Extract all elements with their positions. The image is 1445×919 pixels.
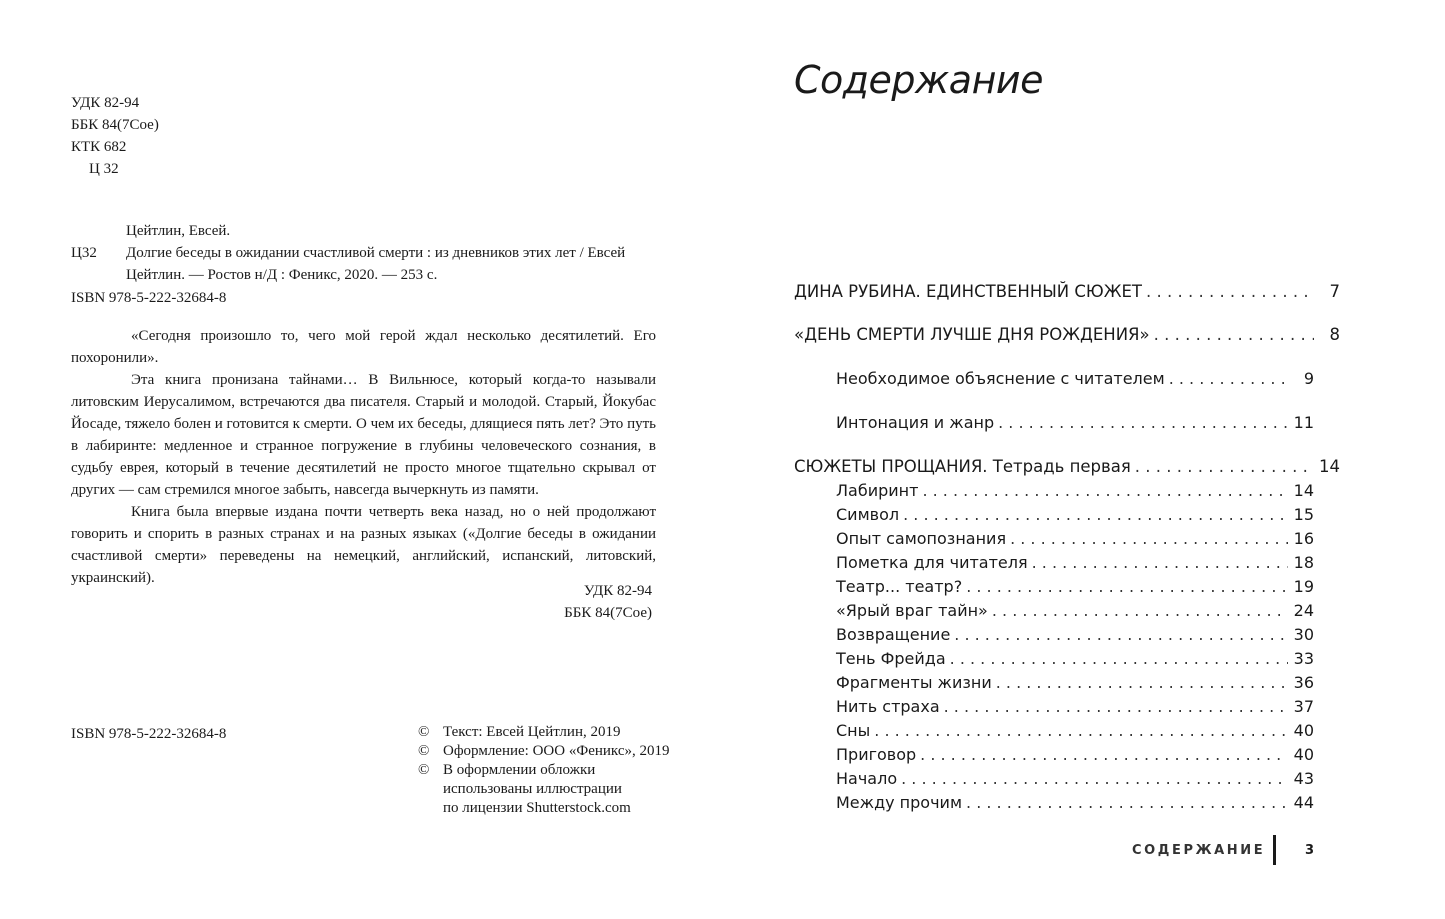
toc-leader-dots	[901, 769, 1288, 788]
toc-leader-dots	[874, 721, 1288, 740]
annotation-paragraph: Эта книга пронизана тайнами… В Вильнюсе, который когда-то называли литовским Иерусалимом, встречаются два писателя. Старый и молодой. Старый, Йокубас Йосаде, тяжело болен и готовится к смерти. О чем их беседы, длящиеся пять лет? Это путь в лабиринте: медленное и странное погружение в глубины человеческого сознания, в судьбу еврея, который в течение десятилетий не просто многое тщательно скрывал от других — сам стремился многое забыть, навсегда вычеркнуть из памяти.	[71, 372, 656, 498]
right-page	[722, 0, 1445, 919]
toc-entry-title: Нить страха	[836, 697, 940, 716]
copyright-icon: ©	[418, 762, 430, 778]
toc-leader-dots	[1135, 457, 1314, 476]
copyright-icon: ©	[418, 724, 430, 740]
toc-leader-dots	[996, 673, 1288, 692]
isbn-top: ISBN 978-5-222-32684-8	[71, 290, 227, 306]
bbk-code: ББК 84(7Сое)	[564, 605, 652, 621]
toc-entry-page: 16	[1293, 529, 1314, 548]
annotation-paragraph: Книга была впервые издана почти четверть века назад, но о ней продолжают говорить и спорить в разных странах и на разных языках («Долгие беседы в ожидании счастливой смерти» переведены на немецкий, английский, испанский, литовский, украинский).	[71, 504, 656, 586]
toc-entry	[836, 625, 1314, 644]
toc-entry-page: 33	[1293, 649, 1314, 668]
toc-entry	[836, 745, 1314, 764]
toc-leader-dots	[992, 601, 1288, 620]
toc-entry	[836, 577, 1314, 596]
toc-entry-page: 24	[1293, 601, 1314, 620]
toc-entry-title: Пометка для читателя	[836, 553, 1028, 572]
toc-leader-dots	[1032, 553, 1288, 572]
toc-entry-title: «ДЕНЬ СМЕРТИ ЛУЧШЕ ДНЯ РОЖДЕНИЯ»	[794, 325, 1150, 344]
toc-leader-dots	[1010, 529, 1288, 548]
toc-entry-title: Интонация и жанр	[836, 413, 995, 432]
toc-entry-title: Лабиринт	[836, 481, 919, 500]
toc-leader-dots	[903, 505, 1288, 524]
toc-entry-page: 43	[1293, 769, 1314, 788]
toc-entry	[794, 325, 1340, 344]
toc-entry-page: 18	[1293, 553, 1314, 572]
toc-entry-page: 36	[1293, 673, 1314, 692]
toc-entry-title: «Ярый враг тайн»	[836, 601, 988, 620]
toc-entry	[794, 457, 1340, 476]
toc-entry-page: 19	[1293, 577, 1314, 596]
toc-entry-title: Сны	[836, 721, 871, 740]
toc-leader-dots	[998, 413, 1288, 432]
copyright-line: © Текст: Евсей Цейтлин, 2019	[418, 724, 621, 740]
bibliographic-entry	[71, 242, 656, 286]
toc-entry	[836, 481, 1314, 500]
toc-entry-page: 30	[1293, 625, 1314, 644]
page-title: Содержание	[794, 58, 1043, 102]
toc-entry-page: 44	[1293, 793, 1314, 812]
classification-block	[71, 92, 159, 180]
toc-entry	[836, 553, 1314, 572]
toc-entry-title: ДИНА РУБИНА. ЕДИНСТВЕННЫЙ СЮЖЕТ	[794, 282, 1143, 301]
copyright-cont: по лицензии Shutterstock.com	[443, 800, 631, 816]
toc-leader-dots	[944, 697, 1288, 716]
page-number: 3	[1305, 843, 1315, 858]
toc-entry-page: 14	[1293, 481, 1314, 500]
toc-entry-title: Возвращение	[836, 625, 951, 644]
toc-entry-title: Приговор	[836, 745, 917, 764]
copyright-line: © Оформление: ООО «Феникс», 2019	[418, 743, 670, 759]
toc-entry-title: Между прочим	[836, 793, 963, 812]
toc-entry-title: Символ	[836, 505, 900, 524]
toc-entry-page: 9	[1303, 369, 1314, 388]
udk-code: УДК 82-94	[71, 95, 140, 111]
author-sign: Ц 32	[89, 161, 119, 177]
isbn-bottom: ISBN 978-5-222-32684-8	[71, 726, 227, 742]
copyright-cont: использованы иллюстрации	[443, 781, 622, 797]
left-page	[0, 0, 722, 919]
copyright-block	[418, 723, 678, 818]
toc-entry-title: Театр... театр?	[836, 577, 963, 596]
toc-entry	[794, 282, 1340, 301]
toc-entry-page: 15	[1293, 505, 1314, 524]
toc-entry-page: 8	[1329, 325, 1340, 344]
toc-entry	[836, 793, 1314, 812]
entry-code: Ц32	[71, 245, 97, 261]
toc-entry-page: 40	[1293, 745, 1314, 764]
toc-leader-dots	[966, 793, 1288, 812]
toc-leader-dots	[966, 577, 1288, 596]
toc-leader-dots	[1154, 325, 1314, 344]
toc-entry-page: 40	[1293, 721, 1314, 740]
running-footer: СОДЕРЖАНИЕ	[1132, 843, 1266, 858]
footer-divider	[1273, 835, 1276, 865]
annotation	[71, 325, 656, 589]
toc-entry-title: Тень Фрейда	[836, 649, 946, 668]
toc-entry	[836, 649, 1314, 668]
toc-entry-page: 37	[1293, 697, 1314, 716]
toc-entry-title: Начало	[836, 769, 898, 788]
toc-entry-page: 14	[1319, 457, 1340, 476]
copyright-line: © В оформлении обложки	[418, 762, 596, 778]
toc-leader-dots	[920, 745, 1288, 764]
toc-leader-dots	[954, 625, 1288, 644]
toc-leader-dots	[950, 649, 1288, 668]
toc-entry	[836, 505, 1314, 524]
toc-entry-title: Необходимое объяснение с читателем	[836, 369, 1165, 388]
toc-entry	[836, 721, 1314, 740]
toc-entry	[836, 529, 1314, 548]
toc-entry	[836, 673, 1314, 692]
toc-leader-dots	[922, 481, 1288, 500]
toc-leader-dots	[1169, 369, 1288, 388]
copyright-icon: ©	[418, 743, 430, 759]
ktk-code: КТК 682	[71, 139, 127, 155]
toc-entry	[836, 369, 1314, 388]
classification-right	[500, 580, 652, 624]
entry-text: Долгие беседы в ожидании счастливой смерти : из дневников этих лет / Евсей Цейтлин. — Ростов н/Д : Феникс, 2020. — 253 с.	[126, 245, 626, 283]
toc-leader-dots	[1146, 282, 1314, 301]
author-heading: Цейтлин, Евсей.	[126, 223, 231, 239]
toc-entry	[836, 413, 1314, 432]
toc-entry-page: 7	[1329, 282, 1340, 301]
toc-entry	[836, 769, 1314, 788]
toc-entry-title: СЮЖЕТЫ ПРОЩАНИЯ. Тетрадь первая	[794, 457, 1131, 476]
toc-entry-title: Опыт самопознания	[836, 529, 1007, 548]
toc-entry-page: 11	[1293, 413, 1314, 432]
toc-entry	[836, 601, 1314, 620]
toc-entry	[836, 697, 1314, 716]
toc-entry-title: Фрагменты жизни	[836, 673, 992, 692]
bbk-code: ББК 84(7Сое)	[71, 117, 159, 133]
udk-code: УДК 82-94	[583, 583, 652, 599]
annotation-paragraph: «Сегодня произошло то, чего мой герой ждал несколько десятилетий. Его похоронили».	[71, 328, 656, 366]
